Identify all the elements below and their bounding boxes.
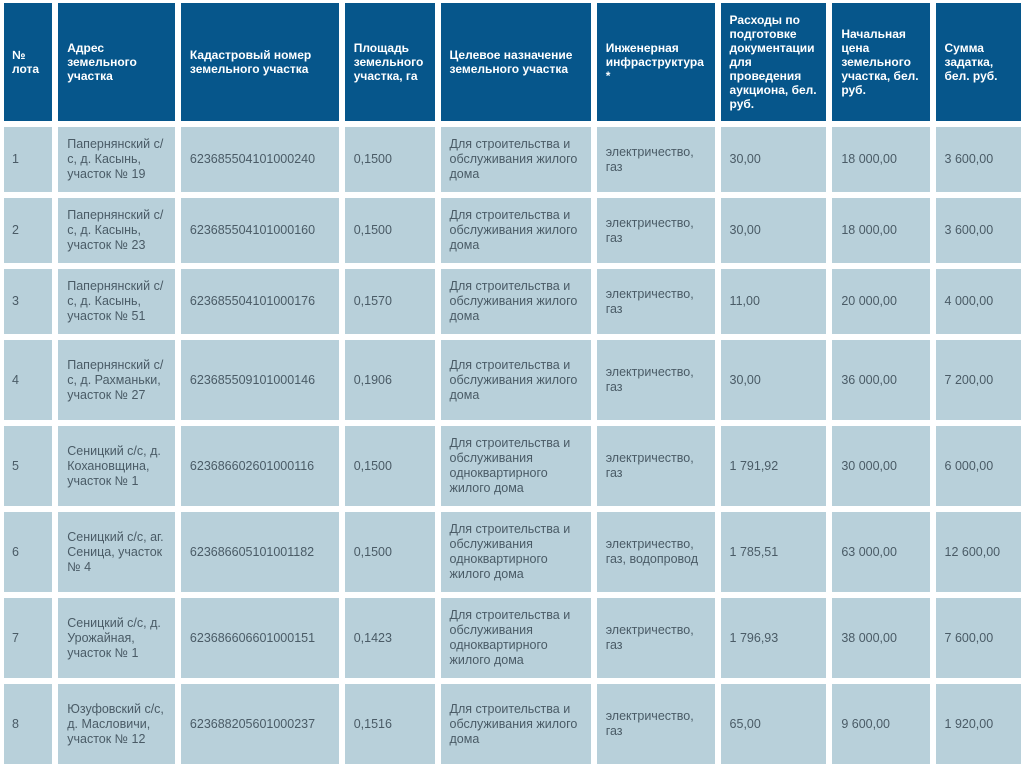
cell-start-price: 18 000,00 bbox=[832, 127, 929, 192]
table-row bbox=[4, 198, 1021, 263]
cell-deposit: 1 920,00 bbox=[936, 684, 1021, 764]
cell-cadastral-number: 623685504101000240 bbox=[181, 127, 339, 192]
cell-purpose: Для строительства и обслуживания одноквартирного жилого дома bbox=[441, 598, 591, 678]
cell-address: Сеницкий с/с, аг. Сеница, участок № 4 bbox=[58, 512, 175, 592]
cell-infrastructure: электричество, газ bbox=[597, 198, 715, 263]
cell-purpose: Для строительства и обслуживания жилого дома bbox=[441, 198, 591, 263]
cell-area: 0,1500 bbox=[345, 127, 435, 192]
cell-area: 0,1516 bbox=[345, 684, 435, 764]
cell-expenses: 30,00 bbox=[721, 127, 827, 192]
cell-address: Юзуфовский с/с, д. Масловичи, участок № 12 bbox=[58, 684, 175, 764]
header-purpose: Целевое назначение земельного участка bbox=[441, 3, 591, 121]
cell-deposit: 7 200,00 bbox=[936, 340, 1021, 420]
cell-expenses: 30,00 bbox=[721, 340, 827, 420]
cell-lot-number: 1 bbox=[4, 127, 52, 192]
cell-lot-number: 4 bbox=[4, 340, 52, 420]
cell-address: Папернянский с/с, д. Касынь, участок № 19 bbox=[58, 127, 175, 192]
cell-start-price: 9 600,00 bbox=[832, 684, 929, 764]
cell-expenses: 30,00 bbox=[721, 198, 827, 263]
cell-infrastructure: электричество, газ bbox=[597, 426, 715, 506]
cell-deposit: 7 600,00 bbox=[936, 598, 1021, 678]
cell-start-price: 38 000,00 bbox=[832, 598, 929, 678]
cell-cadastral-number: 623688205601000237 bbox=[181, 684, 339, 764]
header-address: Адрес земельного участка bbox=[58, 3, 175, 121]
table-row bbox=[4, 269, 1021, 334]
cell-infrastructure: электричество, газ bbox=[597, 340, 715, 420]
cell-expenses: 1 785,51 bbox=[721, 512, 827, 592]
cell-address: Сеницкий с/с, д. Урожайная, участок № 1 bbox=[58, 598, 175, 678]
cell-lot-number: 5 bbox=[4, 426, 52, 506]
cell-start-price: 63 000,00 bbox=[832, 512, 929, 592]
cell-infrastructure: электричество, газ bbox=[597, 598, 715, 678]
cell-lot-number: 2 bbox=[4, 198, 52, 263]
cell-cadastral-number: 623685509101000146 bbox=[181, 340, 339, 420]
cell-purpose: Для строительства и обслуживания жилого дома bbox=[441, 269, 591, 334]
cell-expenses: 1 791,92 bbox=[721, 426, 827, 506]
cell-lot-number: 3 bbox=[4, 269, 52, 334]
header-cadastral-number: Кадастровый номер земельного участка bbox=[181, 3, 339, 121]
cell-infrastructure: электричество, газ bbox=[597, 269, 715, 334]
cell-deposit: 4 000,00 bbox=[936, 269, 1021, 334]
cell-area: 0,1423 bbox=[345, 598, 435, 678]
header-area: Площадь земельного участка, га bbox=[345, 3, 435, 121]
header-start-price: Начальная цена земельного участка, бел. руб. bbox=[832, 3, 929, 121]
cell-area: 0,1500 bbox=[345, 198, 435, 263]
cell-cadastral-number: 623685504101000160 bbox=[181, 198, 339, 263]
cell-start-price: 20 000,00 bbox=[832, 269, 929, 334]
header-expenses: Расходы по подготовке документации для проведения аукциона, бел. руб. bbox=[721, 3, 827, 121]
cell-infrastructure: электричество, газ bbox=[597, 684, 715, 764]
cell-expenses: 1 796,93 bbox=[721, 598, 827, 678]
table-row bbox=[4, 127, 1021, 192]
cell-address: Папернянский с/с, д. Касынь, участок № 51 bbox=[58, 269, 175, 334]
cell-cadastral-number: 623686606601000151 bbox=[181, 598, 339, 678]
cell-deposit: 12 600,00 bbox=[936, 512, 1021, 592]
cell-purpose: Для строительства и обслуживания жилого дома bbox=[441, 340, 591, 420]
cell-area: 0,1906 bbox=[345, 340, 435, 420]
table-header-row bbox=[4, 3, 1021, 121]
cell-infrastructure: электричество, газ, водопровод bbox=[597, 512, 715, 592]
cell-expenses: 11,00 bbox=[721, 269, 827, 334]
cell-purpose: Для строительства и обслуживания жилого дома bbox=[441, 684, 591, 764]
cell-start-price: 18 000,00 bbox=[832, 198, 929, 263]
table-row bbox=[4, 340, 1021, 420]
cell-lot-number: 8 bbox=[4, 684, 52, 764]
cell-cadastral-number: 623686602601000116 bbox=[181, 426, 339, 506]
cell-purpose: Для строительства и обслуживания жилого дома bbox=[441, 127, 591, 192]
cell-cadastral-number: 623685504101000176 bbox=[181, 269, 339, 334]
cell-deposit: 3 600,00 bbox=[936, 127, 1021, 192]
cell-purpose: Для строительства и обслуживания одноквартирного жилого дома bbox=[441, 512, 591, 592]
cell-address: Папернянский с/с, д. Рахманьки, участок № 27 bbox=[58, 340, 175, 420]
cell-deposit: 3 600,00 bbox=[936, 198, 1021, 263]
table-row bbox=[4, 598, 1021, 678]
cell-area: 0,1570 bbox=[345, 269, 435, 334]
header-deposit: Сумма задатка, бел. руб. bbox=[936, 3, 1021, 121]
table-row bbox=[4, 512, 1021, 592]
cell-infrastructure: электричество, газ bbox=[597, 127, 715, 192]
cell-area: 0,1500 bbox=[345, 512, 435, 592]
cell-address: Папернянский с/с, д. Касынь, участок № 23 bbox=[58, 198, 175, 263]
header-infrastructure: Инженерная инфраструктура * bbox=[597, 3, 715, 121]
cell-deposit: 6 000,00 bbox=[936, 426, 1021, 506]
cell-cadastral-number: 623686605101001182 bbox=[181, 512, 339, 592]
table-row bbox=[4, 426, 1021, 506]
cell-start-price: 30 000,00 bbox=[832, 426, 929, 506]
cell-area: 0,1500 bbox=[345, 426, 435, 506]
cell-address: Сеницкий с/с, д. Кохановщина, участок № 1 bbox=[58, 426, 175, 506]
cell-start-price: 36 000,00 bbox=[832, 340, 929, 420]
cell-expenses: 65,00 bbox=[721, 684, 827, 764]
header-lot-number: № лота bbox=[4, 3, 52, 121]
table-row bbox=[4, 684, 1021, 764]
cell-lot-number: 6 bbox=[4, 512, 52, 592]
cell-lot-number: 7 bbox=[4, 598, 52, 678]
cell-purpose: Для строительства и обслуживания одноквартирного жилого дома bbox=[441, 426, 591, 506]
